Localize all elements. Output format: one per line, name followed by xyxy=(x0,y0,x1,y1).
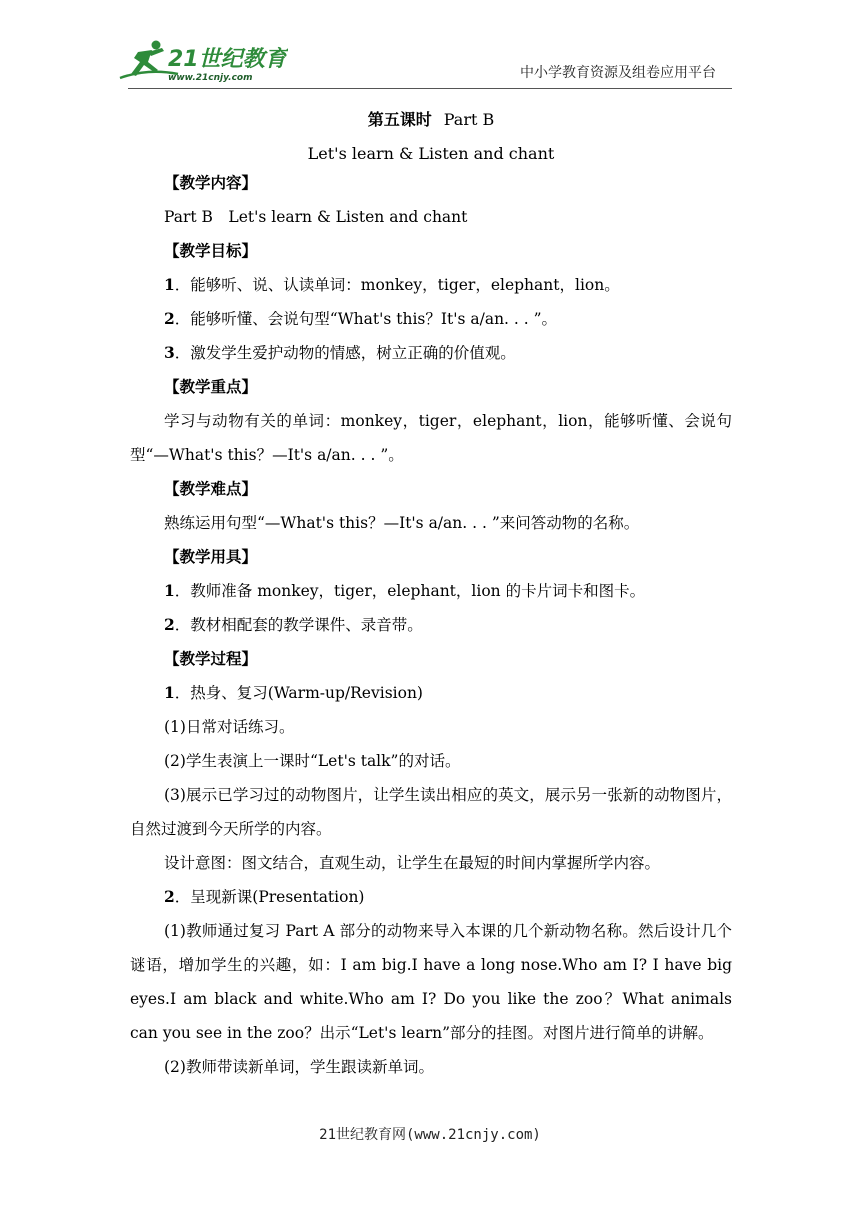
lesson-title-cn: 第五课时 xyxy=(367,110,432,129)
goal-item: 3．激发学生爱护动物的情感，树立正确的价值观。 xyxy=(164,343,516,362)
lesson-title xyxy=(130,108,732,132)
section-heading-key-points: 【教学重点】 xyxy=(164,378,258,396)
process-paragraph: (2)学生表演上一课时“Let's talk”的对话。 xyxy=(164,752,461,770)
section-heading-difficulties: 【教学难点】 xyxy=(164,480,258,498)
process-paragraph: (1)日常对话练习。 xyxy=(164,718,295,736)
goal-item: 1．能够听、说、认读单词：monkey，tiger，elephant，lion。 xyxy=(164,275,620,294)
goal-item: 2．能够听懂、会说句型“What's this？It's a/an. . . ”。 xyxy=(164,309,558,328)
process-paragraph: (1)教师通过复习 Part A 部分的动物来导入本课的几个新动物名称。然后设计几个谜语，增加学生的兴趣，如：I am big.I have a long nose.Who am I? I have big eyes.I am black and white.Who am I? Do you like the zoo？What animals can you see in the zoo？出示“Let's learn”部分的挂图。对图片进行简单的讲解。 xyxy=(130,922,732,1042)
section-heading-goals: 【教学目标】 xyxy=(164,242,258,260)
tool-item: 2．教材相配套的教学课件、录音带。 xyxy=(164,615,423,634)
logo-text: 21世纪教育 xyxy=(168,47,287,72)
tool-item: 1．教师准备 monkey，tiger，elephant，lion 的卡片词卡和图卡。 xyxy=(164,581,646,600)
header-divider xyxy=(128,88,732,89)
platform-name: 中小学教育资源及组卷应用平台 xyxy=(520,65,716,81)
page-header xyxy=(0,0,860,100)
site-logo xyxy=(118,38,288,84)
difficulties-paragraph: 熟练运用句型“—What's this？—It's a/an. . . ”来问答动物的名称。 xyxy=(164,514,640,532)
process-step-heading: 2．呈现新课(Presentation) xyxy=(164,887,365,906)
logo-url: www.21cnjy.com xyxy=(168,73,253,83)
lesson-title-en: Part B xyxy=(443,110,495,129)
page-footer: 21世纪教育网(www.21cnjy.com) xyxy=(319,1127,541,1143)
document-body xyxy=(130,108,732,1084)
process-step-heading: 1．热身、复习(Warm-up/Revision) xyxy=(164,683,423,702)
section-heading-content: 【教学内容】 xyxy=(164,174,258,192)
content-paragraph: Part B Let's learn & Listen and chant xyxy=(164,208,468,226)
section-heading-tools: 【教学用具】 xyxy=(164,548,258,566)
key-points-paragraph: 学习与动物有关的单词：monkey，tiger，elephant，lion，能够听懂、会说句型“—What's this？—It's a/an. . . ”。 xyxy=(130,412,732,464)
lesson-subtitle: Let's learn & Listen and chant xyxy=(307,144,555,163)
design-intent-paragraph: 设计意图：图文结合，直观生动，让学生在最短的时间内掌握所学内容。 xyxy=(164,854,661,872)
process-paragraph: (3)展示已学习过的动物图片，让学生读出相应的英文，展示另一张新的动物图片，自然过渡到今天所学的内容。 xyxy=(130,786,732,838)
process-paragraph: (2)教师带读新单词，学生跟读新单词。 xyxy=(164,1058,434,1076)
section-heading-process: 【教学过程】 xyxy=(164,650,258,668)
